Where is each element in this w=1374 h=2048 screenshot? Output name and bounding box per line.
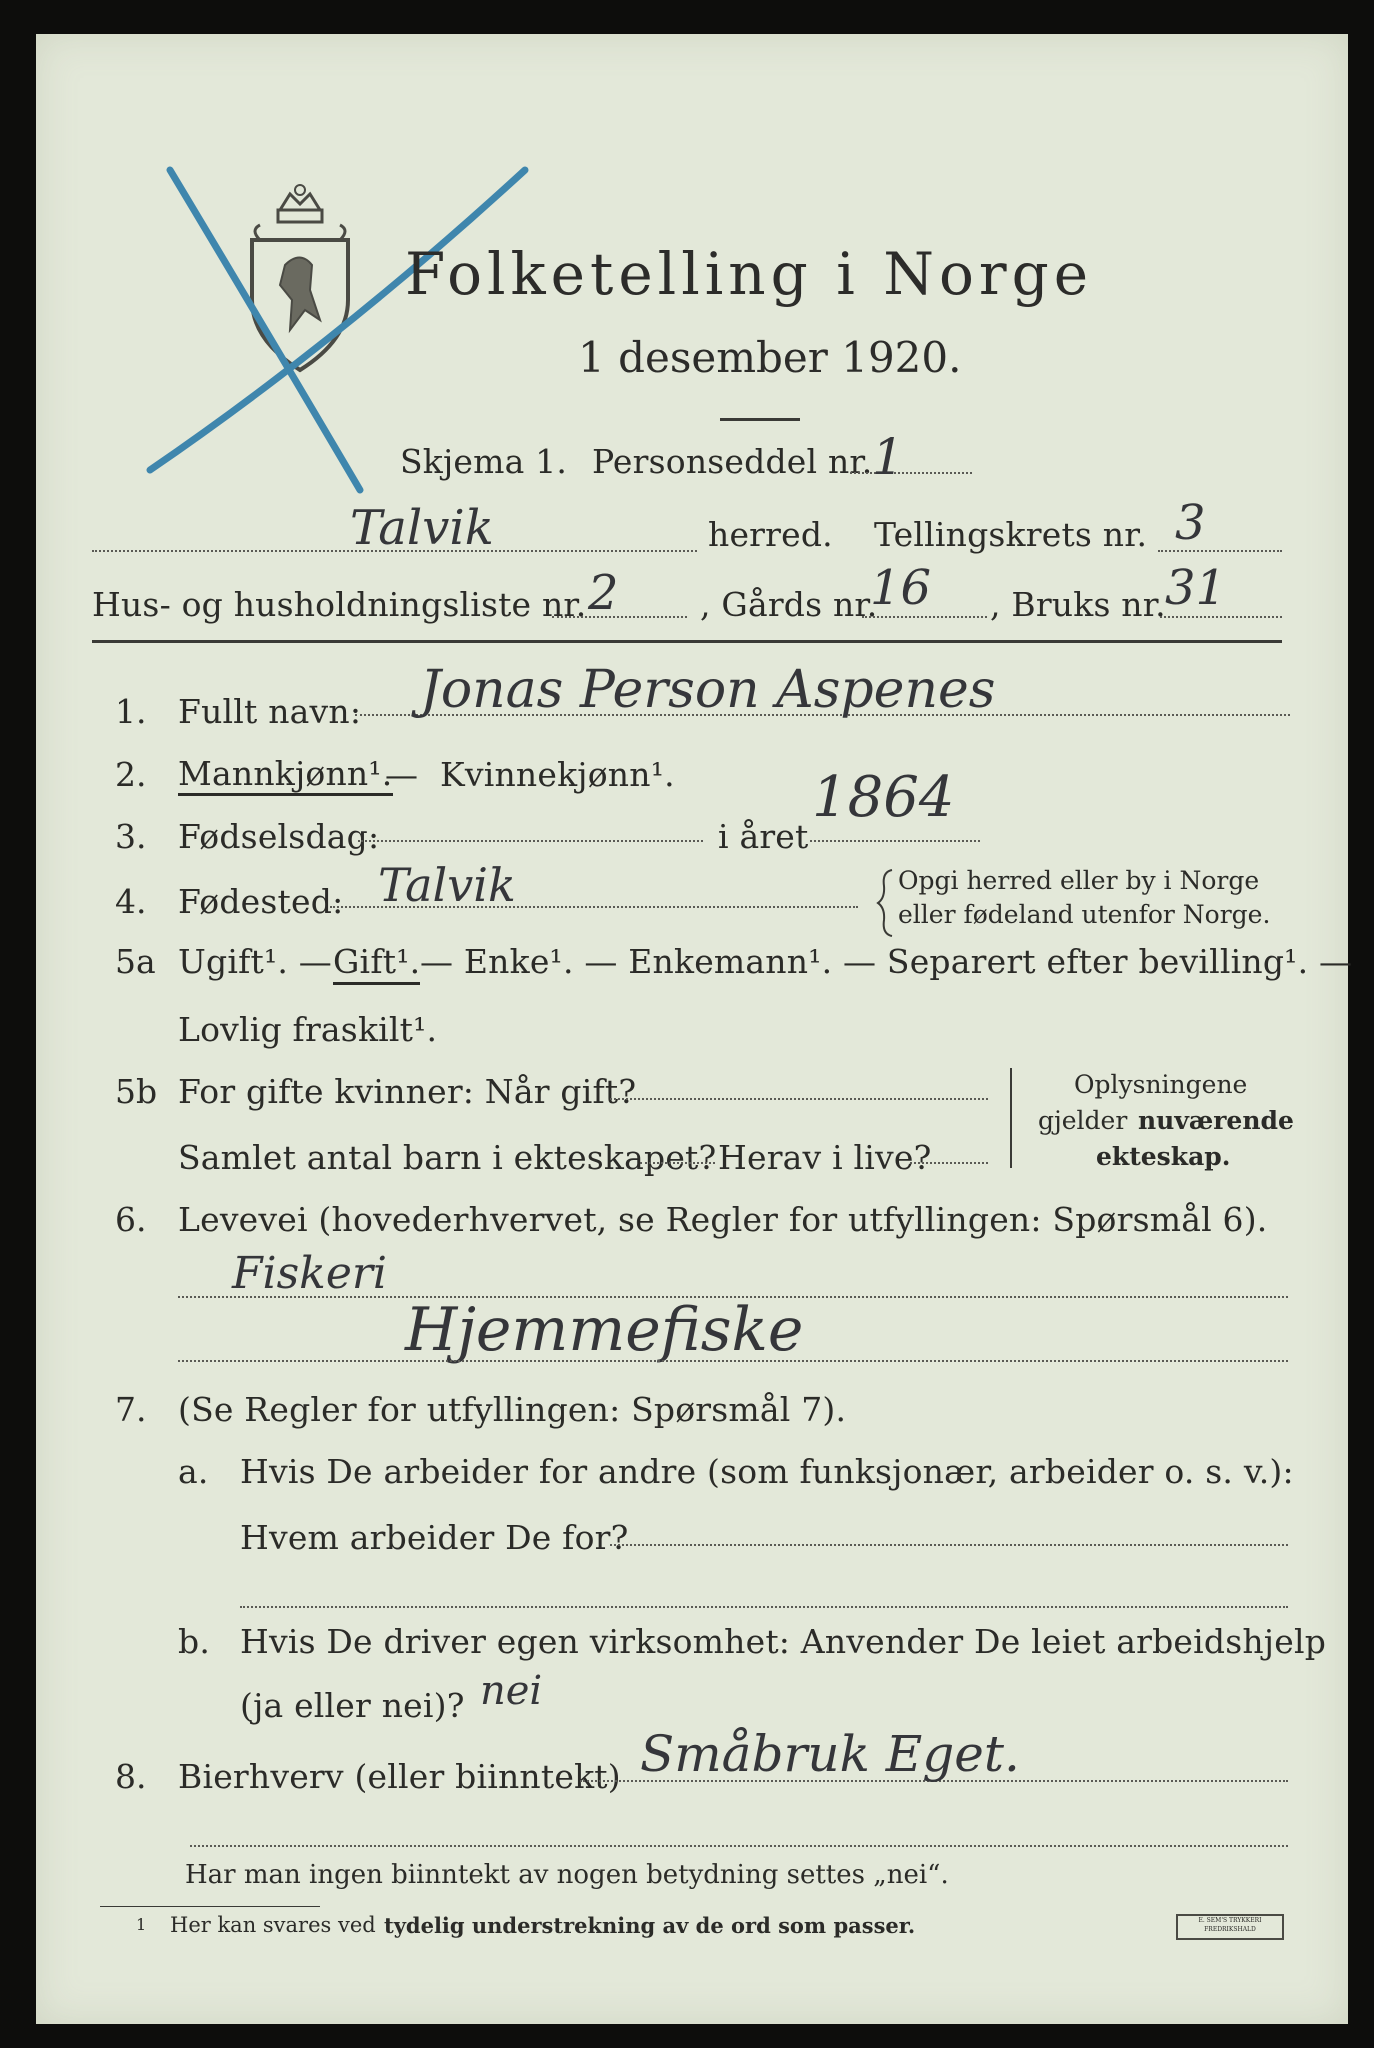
footer-note: Har man ingen biinntekt av nogen betydning settes „nei“. <box>185 1860 949 1890</box>
hus-label: Hus- og husholdningsliste nr. <box>92 585 587 624</box>
ekteskap-note: ekteskap. <box>1096 1142 1231 1171</box>
q2-separator: — <box>385 755 419 794</box>
q4-label: Fødested: <box>178 882 344 921</box>
title-divider <box>720 418 800 421</box>
q1-label: Fullt navn: <box>178 692 362 731</box>
q7-label: (Se Regler for utfyllingen: Spørsmål 7). <box>178 1390 847 1429</box>
footnote-text-a: Her kan svares ved <box>170 1913 376 1937</box>
birthplace-value[interactable]: Talvik <box>378 858 516 912</box>
footnote-text-b: tydelig understrekning av de ord som passer. <box>384 1913 916 1938</box>
bruks-label: , Bruks nr. <box>990 585 1166 624</box>
q8-line-2 <box>190 1845 1288 1847</box>
q8-number: 8. <box>115 1757 147 1796</box>
mannkjonn-option[interactable]: Mannkjønn¹. <box>178 755 393 796</box>
tellingskrets-value[interactable]: 3 <box>1175 495 1206 551</box>
arbeidshjelp-value[interactable]: nei <box>480 1668 543 1714</box>
herav-line <box>910 1162 988 1164</box>
herav-i-live-label: Herav i live? <box>718 1138 932 1177</box>
marital-options[interactable]: — Enke¹. — Enkemann¹. — Separert efter bevilling¹. — <box>420 942 1353 981</box>
q6-line-2 <box>178 1360 1288 1362</box>
q7-number: 7. <box>115 1390 147 1429</box>
nar-gift-label: For gifte kvinner: Når gift? <box>178 1072 637 1111</box>
year-line <box>810 840 980 842</box>
skjema-label: Skjema 1. <box>400 442 568 481</box>
hvem-arbeider-label: Hvem arbeider De for? <box>240 1518 629 1557</box>
lovlig-fraskilt-option[interactable]: Lovlig fraskilt¹. <box>178 1010 438 1049</box>
year-label: i året <box>718 817 809 856</box>
q7b-letter: b. <box>178 1622 211 1661</box>
personseddel-value[interactable]: 1 <box>872 428 904 486</box>
q2-number: 2. <box>115 755 147 794</box>
hus-value[interactable]: 2 <box>588 565 619 621</box>
herred-value[interactable]: Talvik <box>350 500 494 556</box>
kvinnekjonn-option[interactable]: Kvinnekjønn¹. <box>440 755 675 794</box>
bierhverv-value[interactable]: Småbruk Eget. <box>640 1725 1020 1783</box>
gift-option[interactable]: Gift¹. <box>333 942 420 985</box>
note-bar <box>1010 1068 1012 1168</box>
form-title: Folketelling i Norge <box>405 240 1094 308</box>
q5a-number: 5a <box>115 942 156 981</box>
printer-stamp: E. SEM'S TRYKKERI FREDRIKSHALD <box>1176 1914 1284 1940</box>
fodested-note-1: Opgi herred eller by i Norge <box>898 866 1260 895</box>
header-rule <box>92 640 1282 643</box>
q7a-letter: a. <box>178 1452 209 1491</box>
gards-line <box>862 616 987 618</box>
footnote-number: 1 <box>136 1915 147 1934</box>
levevei-value-2[interactable]: Hjemmefiske <box>405 1295 804 1365</box>
q5b-number: 5b <box>115 1072 158 1111</box>
full-name-value[interactable]: Jonas Person Aspenes <box>420 660 996 720</box>
ugift-option[interactable]: Ugift¹. — <box>178 942 332 981</box>
q6-number: 6. <box>115 1200 147 1239</box>
q4-number: 4. <box>115 882 147 921</box>
fodselsdag-line <box>358 840 703 842</box>
q3-label: Fødselsdag: <box>178 817 380 856</box>
oplysningene-note: Oplysningene <box>1074 1070 1248 1099</box>
form-date: 1 desember 1920. <box>578 333 962 382</box>
nar-gift-line <box>610 1098 988 1100</box>
q7a-text: Hvis De arbeider for andre (som funksjonær, arbeider o. s. v.): <box>240 1452 1294 1491</box>
gjelder-note: gjelder <box>1038 1106 1128 1135</box>
nuvaerende-note: nuværende <box>1138 1106 1294 1135</box>
fodested-note-2: eller fødeland utenfor Norge. <box>898 900 1271 929</box>
q6-label: Levevei (hovederhvervet, se Regler for utfyllingen: Spørsmål 6). <box>178 1200 1268 1239</box>
bruks-value[interactable]: 31 <box>1165 560 1227 616</box>
brace-icon <box>876 868 896 938</box>
hus-line <box>552 616 687 618</box>
q1-number: 1. <box>115 692 147 731</box>
footnote-rule <box>100 1906 320 1907</box>
gards-value[interactable]: 16 <box>870 560 932 616</box>
gards-label: , Gårds nr. <box>700 585 878 624</box>
tellingskrets-label: Tellingskrets nr. <box>874 515 1148 554</box>
hvem-arbeider-line <box>610 1544 1288 1546</box>
q8-label: Bierhverv (eller biinntekt) <box>178 1757 621 1796</box>
personseddel-label: Personseddel nr. <box>592 442 873 481</box>
q7a-line-2 <box>240 1606 1288 1608</box>
levevei-value-1[interactable]: Fiskeri <box>232 1248 387 1299</box>
birth-year-value[interactable]: 1864 <box>812 765 955 830</box>
q3-number: 3. <box>115 817 147 856</box>
personseddel-line <box>850 472 972 474</box>
q7b-text: Hvis De driver egen virksomhet: Anvender De leiet arbeidshjelp <box>240 1622 1327 1661</box>
barn-line <box>640 1162 715 1164</box>
bruks-line <box>1160 616 1282 618</box>
herred-label: herred. <box>708 515 833 554</box>
barn-label: Samlet antal barn i ekteskapet? <box>178 1138 717 1177</box>
ja-eller-nei-label: (ja eller nei)? <box>240 1686 465 1725</box>
